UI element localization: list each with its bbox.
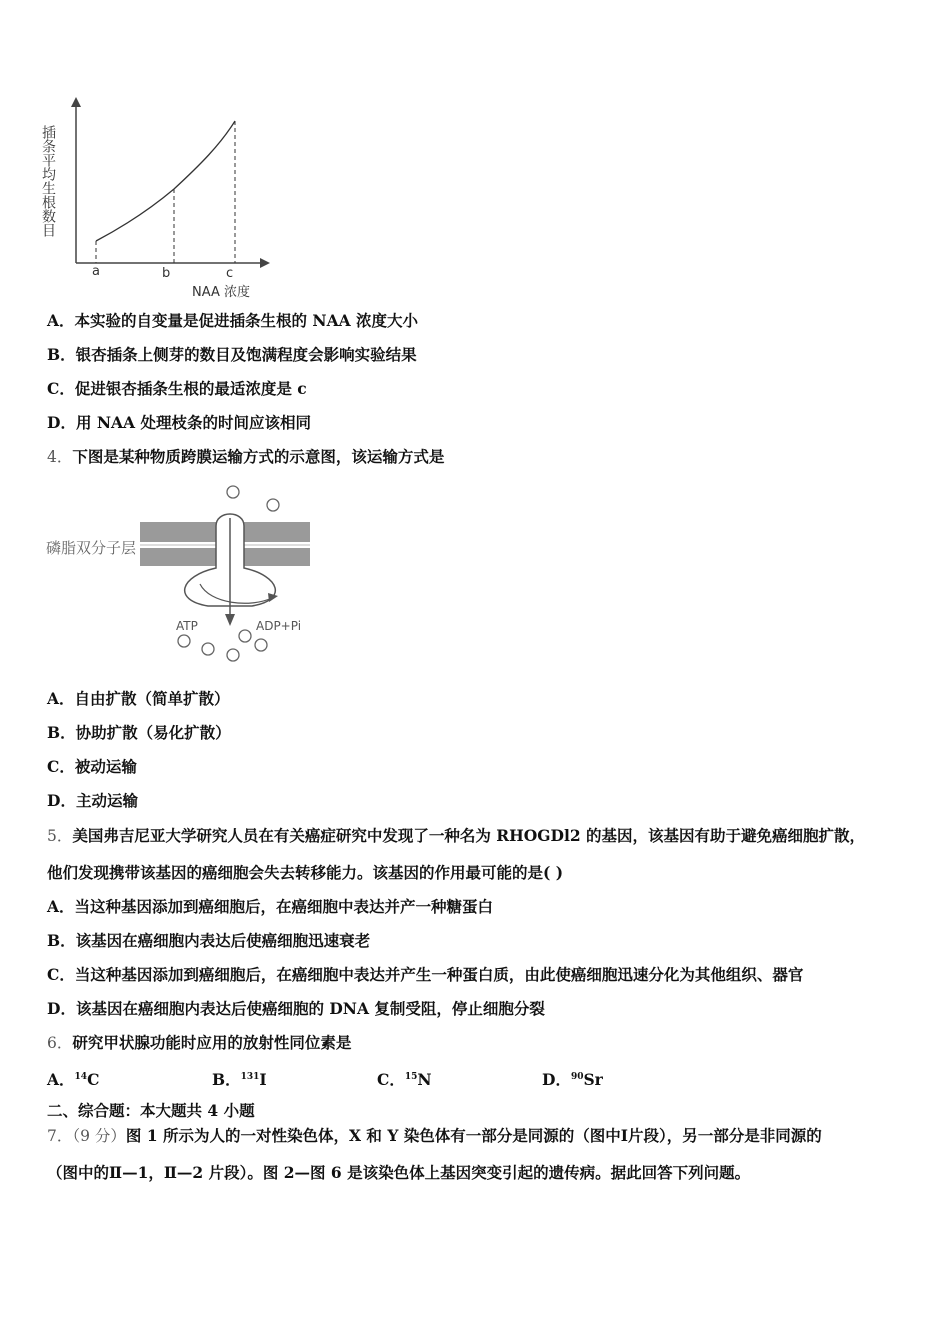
naa-graph xyxy=(40,95,280,305)
q6-number: 6． xyxy=(47,1034,73,1052)
q4-option-b: B．协助扩散（易化扩散） xyxy=(47,723,231,742)
q3-option-d: D．用 NAA 处理枝条的时间应该相同 xyxy=(47,413,311,432)
q4-option-c: C．被动运输 xyxy=(47,757,137,776)
q5-option-d: D．该基因在癌细胞内表达后使癌细胞的 DNA 复制受阻，停止细胞分裂 xyxy=(47,999,545,1018)
q5-number: 5． xyxy=(47,827,73,845)
q7-line1: 7．（9 分）图 1 所示为人的一对性染色体，X 和 Y 染色体有一部分是同源的（图中Ⅰ片段），另一部分是非同源的 xyxy=(47,1126,822,1145)
tick-c: c xyxy=(226,266,234,281)
y-axis-label: 插条平均生根数目 xyxy=(40,125,56,237)
q5-stem-line1: 5．美国弗吉尼亚大学研究人员在有关癌症研究中发现了一种名为 RHOGDl2 的基因，该基因有助于避免癌细胞扩散， xyxy=(47,826,866,845)
adp-label: ADP+Pi xyxy=(256,619,302,633)
molecule xyxy=(178,635,190,647)
q3-option-c: C．促进银杏插条生根的最适浓度是 c xyxy=(47,379,307,398)
molecule xyxy=(227,649,239,661)
q4-stem xyxy=(47,447,444,467)
q6-option-c: C．$^{15}$N xyxy=(377,1070,432,1089)
q3-option-b: B．银杏插条上侧芽的数目及饱满程度会影响实验结果 xyxy=(47,345,417,364)
q3-option-a: A．本实验的自变量是促进插条生根的 NAA 浓度大小 xyxy=(47,311,419,330)
q7-score: （9 分） xyxy=(72,1127,126,1145)
q4-stem-text: 下图是某种物质跨膜运输方式的示意图，该运输方式是 xyxy=(72,447,445,466)
transport-diagram xyxy=(40,478,320,668)
q4-option-d: D．主动运输 xyxy=(47,791,138,810)
molecule xyxy=(255,639,267,651)
x-axis-label: NAA 浓度 xyxy=(192,285,251,300)
molecule xyxy=(267,499,279,511)
molecule xyxy=(202,643,214,655)
growth-curve xyxy=(96,121,235,241)
y-axis-arrow xyxy=(71,97,81,107)
atp-label: ATP xyxy=(176,619,198,633)
x-axis-arrow xyxy=(260,258,270,268)
q5-option-a: A．当这种基因添加到癌细胞后，在癌细胞中表达并产一种糖蛋白 xyxy=(47,897,494,916)
q6-stem: 6．研究甲状腺功能时应用的放射性同位素是 xyxy=(47,1033,352,1052)
membrane-label: 磷脂双分子层 xyxy=(46,539,137,557)
q4-option-a: A．自由扩散（简单扩散） xyxy=(47,689,230,708)
section-heading: 二、综合题：本大题共 4 小题 xyxy=(47,1101,255,1120)
q6-option-b: B．$^{131}$I xyxy=(212,1070,267,1089)
molecule xyxy=(239,630,251,642)
q7-number: 7． xyxy=(47,1127,73,1145)
q6-option-d: D．$^{90}$Sr xyxy=(542,1070,603,1089)
tick-b: b xyxy=(162,266,171,281)
q6-option-a: A．$^{14}$C xyxy=(47,1070,100,1089)
q7-line2: （图中的Ⅱ—1，Ⅱ—2 片段）。图 2—图 6 是该染色体上基因突变引起的遗传病。据此回答下列问题。 xyxy=(47,1163,751,1182)
molecule xyxy=(227,486,239,498)
q5-option-b: B．该基因在癌细胞内表达后使癌细胞迅速衰老 xyxy=(47,931,371,950)
q4-number: 4． xyxy=(47,448,73,466)
q5-stem-line2: 他们发现携带该基因的癌细胞会失去转移能力。该基因的作用最可能的是( ) xyxy=(47,863,564,882)
tick-a: a xyxy=(92,264,100,279)
q5-option-c: C．当这种基因添加到癌细胞后，在癌细胞中表达并产生一种蛋白质，由此使癌细胞迅速分化为其他组织、器官 xyxy=(47,965,804,984)
transport-arrow-head xyxy=(225,614,235,626)
